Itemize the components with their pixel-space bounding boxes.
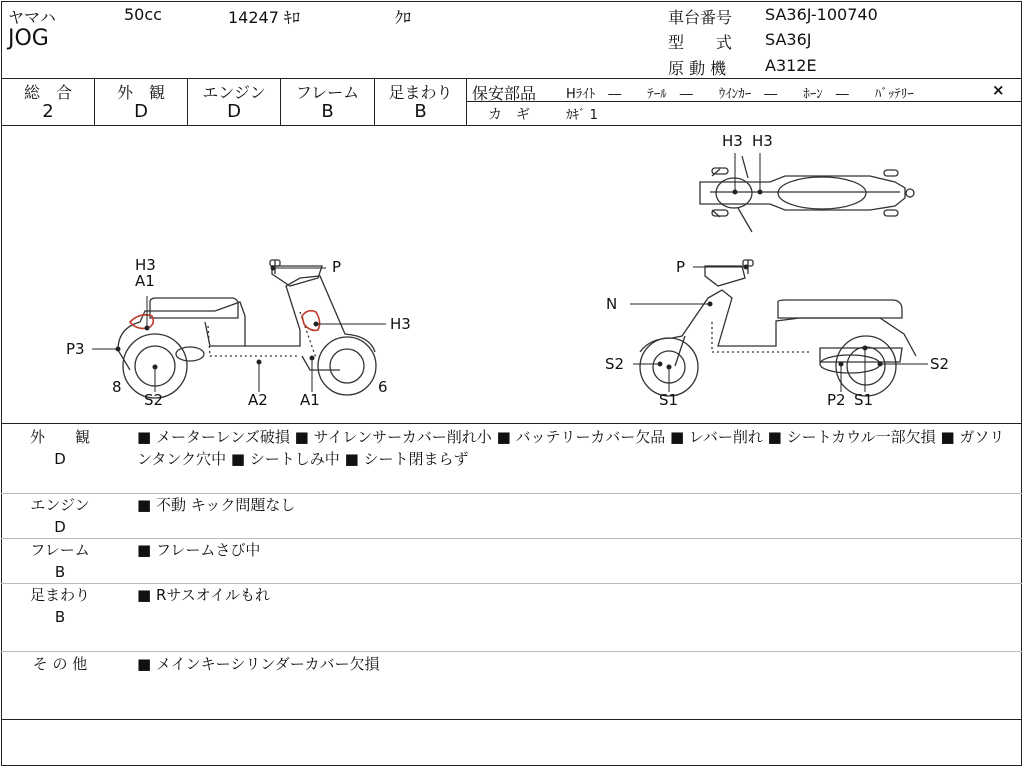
displacement: 50cc (124, 5, 162, 24)
notes-exterior-text: ■ メーターレンズ破損 ■ サイレンサーカバー削れ小 ■ バッテリーカバー欠品 ■ レバー削れ ■ シートカウル一部欠損 ■ ガソリンタンク穴中 ■ シートしみ中 ■ シート閉まらず (137, 428, 1005, 468)
label-right-s1-b: S1 (854, 391, 874, 409)
label-top-h3-a: H3 (722, 132, 743, 150)
label-right-p: P (676, 258, 686, 276)
leader-lines (92, 153, 928, 392)
model-name: JOG (8, 26, 49, 51)
key-value: ｶｷﾞ 1 (566, 108, 598, 123)
battery-missing-mark: × (992, 81, 1005, 99)
engine-label: 原 動 機 (668, 59, 727, 78)
label-left-a1: A1 (135, 272, 155, 290)
label-left-a1-bottom: A1 (300, 391, 320, 409)
type-label: 型 式 (668, 33, 733, 52)
frame-grade: B (321, 101, 334, 122)
overall-grade: 2 (42, 101, 54, 122)
label-left-8: 8 (112, 378, 122, 396)
notes-frame-grade: B (54, 563, 66, 581)
notes-engine-label: エンジン (30, 496, 90, 514)
notes-engine-text: ■ 不動 キック問題なし (137, 496, 296, 514)
overall-label: 総 合 (23, 83, 72, 102)
suspension-grade-label: 足まわり (388, 83, 453, 102)
label-left-a2: A2 (248, 391, 268, 409)
label-right-p2: P2 (827, 391, 846, 409)
label-left-6: 6 (378, 378, 388, 396)
label-left-p3: P3 (66, 340, 85, 358)
label-left-p: P (332, 258, 342, 276)
label-right-s2-left: S2 (605, 355, 625, 373)
divider (1, 78, 1022, 79)
engine-grade: D (227, 101, 241, 122)
label-right-s2-right: S2 (930, 355, 950, 373)
right-side-scooter (640, 260, 916, 396)
damage-diagram (0, 126, 1022, 422)
type-value: SA36J (765, 30, 812, 49)
suspension-grade: B (414, 101, 427, 122)
divider (1, 719, 1022, 720)
maker: ヤマハ (8, 8, 56, 27)
safety-items: Hﾗｲﾄ ― ﾃｰﾙ ― ｳｲﾝｶｰ ― ﾎｰﾝ ― ﾊﾞｯﾃﾘｰ (566, 87, 914, 102)
safety-label: 保安部品 (472, 84, 537, 103)
top-view-scooter (700, 156, 914, 232)
notes-suspension-grade: B (54, 608, 66, 626)
engine-grade-label: エンジン (202, 83, 266, 102)
damage-marks (130, 311, 320, 331)
engine-value: A312E (765, 56, 817, 75)
key-label: カ ギ (488, 107, 530, 123)
exterior-grade: D (134, 101, 148, 122)
chassis-label: 車台番号 (668, 8, 733, 27)
notes-engine-grade: D (54, 518, 66, 536)
notes-suspension-label: 足まわり (29, 586, 90, 604)
label-top-h3-b: H3 (752, 132, 773, 150)
notes-frame-label: フレーム (30, 541, 90, 559)
notes-other-label: そ の 他 (32, 655, 88, 673)
chassis-number: SA36J-100740 (765, 5, 878, 24)
label-left-h3: H3 (135, 256, 156, 274)
color: ｸﾛ (395, 8, 412, 27)
frame-grade-label: フレーム (295, 83, 360, 102)
label-right-s1: S1 (659, 391, 679, 409)
label-left-h3-right: H3 (390, 315, 411, 333)
notes-other-text: ■ メインキーシリンダーカバー欠損 (137, 655, 380, 673)
divider (1, 651, 1022, 652)
exterior-label: 外 観 (116, 83, 165, 102)
mileage: 14247 ｷﾛ (228, 8, 300, 27)
divider (1, 423, 1022, 424)
notes-exterior-label: 外 観 (29, 428, 90, 446)
label-right-n: N (606, 295, 618, 313)
notes-frame-text: ■ フレームさび中 (137, 541, 261, 559)
left-side-scooter (118, 260, 376, 398)
notes-suspension-text: ■ Rサスオイルもれ (137, 586, 271, 604)
notes-exterior-grade: D (54, 450, 66, 468)
label-left-s2: S2 (144, 391, 164, 409)
